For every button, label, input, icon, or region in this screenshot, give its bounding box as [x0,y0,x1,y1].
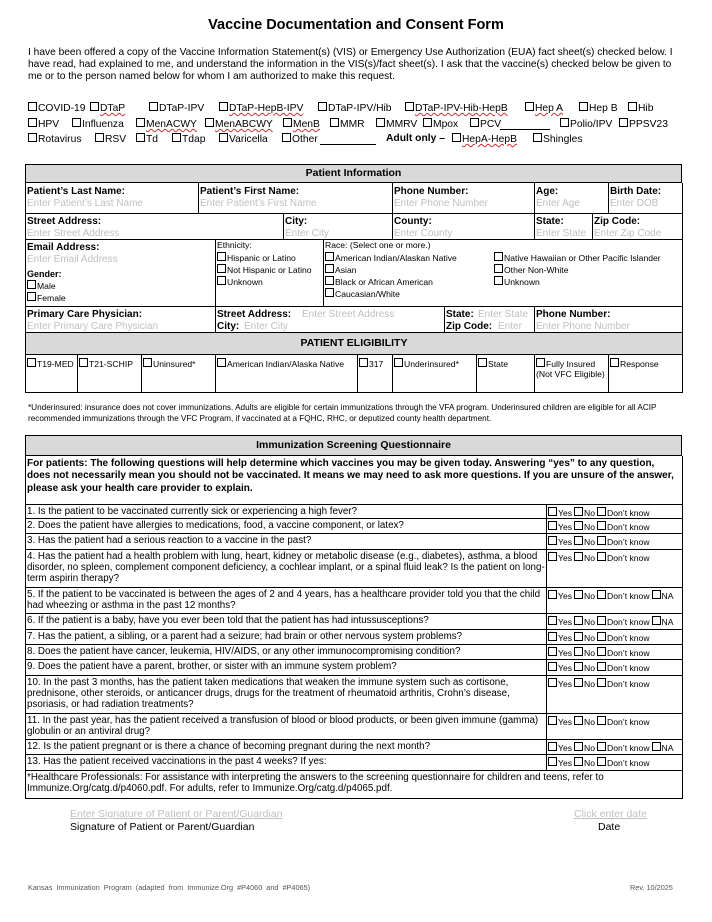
zip-cell [593,214,682,240]
street-cell [26,214,284,240]
physician-cell [26,307,216,333]
vaccine-checkbox[interactable]: Influenza [72,118,124,130]
ethnicity-label: Ethnicity: [217,240,252,250]
age-input[interactable]: Enter Age [536,198,580,209]
dob-label: Birth Date: [610,186,662,197]
race-option[interactable]: Native Hawaiian or Other Pacific Islander [494,252,661,265]
intro-paragraph: I have been offered a copy of the Vaccine Information Statement(s) (VIS) or Emergency Use Authorization (EUA) fact sheet(s) checked below. I have read, had explained to me, and understand the information in the VIS(s)/fact sheet(s). I ask that the vaccine(s) checked below be given to me or to the person named below for whom I am authorized to make this request. [28,47,673,83]
question-row [26,519,682,534]
answer-yes-checkbox[interactable]: Yes [548,717,572,727]
answer-dk-checkbox[interactable]: Don’t know [597,591,650,601]
zip-label: Zip Code: [594,216,641,227]
question-row [26,714,682,740]
answer-no-checkbox[interactable]: No [574,743,595,753]
pcp-street-label: Street Address: [217,309,292,320]
eligibility-option[interactable]: 317 [358,355,393,392]
vaccine-checkbox[interactable]: MMRV [376,118,417,130]
vaccine-checkbox[interactable]: MMR [330,118,365,130]
answer-options [546,676,682,714]
race-option[interactable]: Asian [325,264,357,277]
answer-no-checkbox[interactable]: No [574,633,595,643]
pcp-phone-label: Phone Number: [536,309,611,320]
vaccine-pcv-line [500,118,550,130]
adult-only-label: Adult only – [386,133,445,144]
pcp-state-label: State: [446,309,474,320]
answer-options [546,550,682,588]
answer-no-checkbox[interactable]: No [574,591,595,601]
state-label: State: [536,216,564,227]
answer-dk-checkbox[interactable]: Don’t know [597,743,650,753]
eligibility-option[interactable]: State [477,355,535,392]
eligibility-header: PATIENT ELIGIBILITY [26,333,682,355]
questionnaire-header: Immunization Screening Questionnaire [25,435,682,456]
answer-na-checkbox[interactable]: NA [652,591,674,601]
vaccine-checkbox[interactable]: DTaP-IPV/Hib [318,102,392,114]
vaccine-checkbox[interactable]: MenABCWY [205,118,273,130]
email-label: Email Address: [27,242,100,253]
vaccine-other-line [320,133,376,145]
question-row [26,534,682,550]
eligibility-option[interactable]: Underinsured* [393,355,477,392]
question-text: 11. In the past year, has the patient received a transfusion of blood or blood products, or been given immune (gamma) globulin or an antiviral drug? [27,715,539,738]
question-row [26,676,682,714]
answer-yes-checkbox[interactable]: Yes [548,743,572,753]
street-input[interactable]: Enter Street Address [27,228,120,239]
age-cell [535,183,609,214]
answer-dk-checkbox[interactable]: Don’t know [597,553,650,563]
answer-dk-checkbox[interactable]: Don’t know [597,508,650,518]
answer-options [546,660,682,676]
vaccine-checkbox[interactable]: Polio/IPV [560,118,612,130]
vaccine-checkbox[interactable]: HPV [28,118,59,130]
vaccine-checkbox[interactable]: COVID-19 [28,102,86,114]
pcp-zip-label: Zip Code: [446,321,493,332]
first-name-label: Patient’s First Name: [200,186,300,197]
ethnicity-option[interactable]: Unknown [217,276,263,289]
answer-options [546,588,682,614]
last-name-cell [26,183,199,214]
eligibility-option[interactable]: Response [609,355,682,392]
question-text: 3. Has the patient had a serious reaction to a vaccine in the past? [27,535,312,546]
answer-options [546,519,682,534]
state-input[interactable]: Enter State [536,228,587,239]
race-cell [324,240,682,307]
city-label: City: [285,216,308,227]
question-row [26,630,682,645]
question-text: 10. In the past 3 months, has the patient taken medications that weaken the immune system such as cortisone, prednisone, other steroids, or anticancer drugs, drugs for the treatment of rheumatoid arthritis, Crohn’s disease, psoriasis, or had radiation treatments? [27,677,510,711]
street-label: Street Address: [27,216,102,227]
answer-yes-checkbox[interactable]: Yes [548,633,572,643]
vaccine-checkbox[interactable]: DTaP [90,102,125,114]
first-name-cell [199,183,393,214]
answer-no-checkbox[interactable]: No [574,758,595,768]
question-row [26,755,682,771]
pcp-state-input[interactable]: Enter State [478,309,529,320]
answer-no-checkbox[interactable]: No [574,522,595,532]
pcp-street-input[interactable]: Enter Street Address [302,309,395,320]
physician-input[interactable]: Enter Primary Care Physician [27,321,159,332]
state-cell [535,214,593,240]
answer-no-checkbox[interactable]: No [574,679,595,689]
page-title: Vaccine Documentation and Consent Form [208,17,504,33]
question-row [26,740,682,755]
vaccine-checkbox[interactable]: DTaP-IPV-Hib-HepB [405,102,508,114]
pcp-address-cell [216,307,445,333]
last-name-input[interactable]: Enter Patient’s Last Name [27,198,143,209]
pcp-zip-input[interactable]: Enter [498,321,522,332]
footer-revision: Rev. 10/2025 [630,883,673,892]
patient-info-header: Patient Information [25,164,682,183]
signature-input[interactable]: Enter Signature of Patient or Parent/Guardian [70,808,283,820]
dob-input[interactable]: Enter DOB [610,198,659,209]
ethnicity-option[interactable]: Not Hispanic or Latino [217,264,312,277]
vaccine-checkbox[interactable]: Mpox [423,118,458,130]
answer-yes-checkbox[interactable]: Yes [548,553,572,563]
vaccine-checkbox[interactable]: Td [136,133,158,145]
age-label: Age: [536,186,559,197]
answer-options [546,755,682,771]
email-gender-cell [26,240,216,307]
question-row [26,550,682,588]
phone-input[interactable]: Enter Phone Number [394,198,488,209]
pcp-phone-cell [535,307,682,333]
phone-label: Phone Number: [394,186,469,197]
physician-label: Primary Care Physician: [27,309,143,320]
answer-dk-checkbox[interactable]: Don’t know [597,663,650,673]
answer-dk-checkbox[interactable]: Don’t know [597,717,650,727]
answer-no-checkbox[interactable]: No [574,617,595,627]
first-name-input[interactable]: Enter Patient’s First Name [200,198,317,209]
question-text: 9. Does the patient have a parent, brother, or sister with an immune system problem? [27,661,397,672]
phone-cell [393,183,535,214]
vaccine-checkbox[interactable]: Hep A [525,102,563,114]
eligibility-option[interactable]: T19-MED [26,355,78,392]
eligibility-option[interactable]: Fully Insured (Not VFC Eligible) [535,355,609,392]
professionals-note: *Healthcare Professionals: For assistance with interpreting the answers to the screening questionnaire for children and teens, refer to Immunize.Org/catg.d/p4060.pdf. For adults, refer to Immunize.Org/catg.d/p4065.pdf. [27,772,604,795]
gender-label: Gender: [27,269,62,279]
answer-yes-checkbox[interactable]: Yes [548,591,572,601]
answer-na-checkbox[interactable]: NA [652,743,674,753]
date-input[interactable]: Click enter date [574,808,647,820]
vaccine-checkbox[interactable]: DTaP-HepB-IPV [219,102,303,114]
question-text: 8. Does the patient have cancer, leukemia, HIV/AIDS, or any other immunocompromising condition? [27,646,461,657]
answer-dk-checkbox[interactable]: Don’t know [597,679,650,689]
vaccine-checkbox[interactable]: Varicella [219,133,268,145]
race-option[interactable]: American Indian/Alaskan Native [325,252,457,265]
answer-dk-checkbox[interactable]: Don’t know [597,617,650,627]
answer-no-checkbox[interactable]: No [574,553,595,563]
answer-no-checkbox[interactable]: No [574,508,595,518]
race-option[interactable]: Black or African American [325,276,433,289]
question-row [26,660,682,676]
answer-no-checkbox[interactable]: No [574,648,595,658]
footer-source: Kansas Immunization Program (adapted from Immunize.Org #P4060 and #P4065) [28,883,311,892]
ethnicity-cell [216,240,324,307]
answer-options [546,505,682,519]
race-label: Race: (Select one or more.) [325,240,431,250]
email-input[interactable]: Enter Email Address [27,254,118,265]
county-input[interactable]: Enter County [394,228,453,239]
county-label: County: [394,216,432,227]
question-text: 13. Has the patient received vaccinations in the past 4 weeks? If yes: [27,756,327,767]
answer-options [546,614,682,630]
pcp-city-label: City: [217,321,240,332]
vaccine-checkbox[interactable]: HepA-HepB [452,133,517,145]
question-row [26,645,682,660]
vaccine-checkbox[interactable]: Other [282,133,318,145]
city-cell [284,214,393,240]
answer-yes-checkbox[interactable]: Yes [548,758,572,768]
answer-yes-checkbox[interactable]: Yes [548,679,572,689]
gender-option-female[interactable]: Female [27,292,66,305]
patient-info-table [25,183,683,393]
ethnicity-option[interactable]: Hispanic or Latino [217,252,296,265]
vaccine-checkbox[interactable]: Hep B [579,102,618,114]
dob-cell [609,183,682,214]
answer-dk-checkbox[interactable]: Don’t know [597,758,650,768]
question-text: 7. Has the patient, a sibling, or a parent had a seizure; had brain or other nervous system problems? [27,631,463,642]
vaccine-checkbox[interactable]: Tdap [172,133,205,145]
vaccine-checkbox[interactable]: MenACWY [136,118,197,130]
answer-options [546,740,682,755]
answer-yes-checkbox[interactable]: Yes [548,648,572,658]
county-cell [393,214,535,240]
pcp-phone-input[interactable]: Enter Phone Number [536,321,630,332]
question-text: 1. Is the patient to be vaccinated currently sick or experiencing a high fever? [27,506,358,517]
vaccine-checkbox[interactable]: MenB [283,118,320,130]
question-row [26,505,682,519]
eligibility-option[interactable]: American Indian/Alaska Native [216,355,358,392]
eligibility-option[interactable]: T21-SCHIP [78,355,142,392]
answer-yes-checkbox[interactable]: Yes [548,617,572,627]
vaccine-checkbox[interactable]: Rotavirus [28,133,82,145]
answer-dk-checkbox[interactable]: Don’t know [597,522,650,532]
vaccine-checkbox[interactable]: Hib [628,102,653,114]
question-text: 4. Has the patient had a health problem with lung, heart, kidney or metabolic disease (e.g., diabetes), asthma, a blood disorder, no spleen, complement component deficiency, a cochlear implant, or a spinal fluid leak? Is the patient on long-term aspirin therapy? [27,551,545,585]
questionnaire-instructions: For patients: The following questions will help determine which vaccines you may be given today. Answering “yes” to any question, does not necessarily mean you should not be vaccinated. It means we may need to ask more questions. If you are unsure of the answer, please ask your health care provider to explain. [27,458,674,494]
answer-dk-checkbox[interactable]: Don’t know [597,633,650,643]
answer-dk-checkbox[interactable]: Don’t know [597,537,650,547]
pcp-state-cell [445,307,535,333]
answer-no-checkbox[interactable]: No [574,663,595,673]
answer-options [546,645,682,660]
questionnaire-table [25,456,683,799]
question-row [26,588,682,614]
vaccine-checkbox[interactable]: Shingles [533,133,583,145]
vaccine-checkbox[interactable]: PPSV23 [619,118,668,130]
vaccine-checkbox[interactable]: PCV [470,118,501,130]
signature-label: Signature of Patient or Parent/Guardian [70,821,255,833]
question-text: 6. If the patient is a baby, have you ever been told that the patient has had intussusceptions? [27,615,429,626]
vaccine-checkbox[interactable]: RSV [95,133,126,145]
question-row [26,614,682,630]
race-option[interactable]: Other Non-White [494,264,568,277]
last-name-label: Patient’s Last Name: [27,186,125,197]
eligibility-option[interactable]: Uninsured* [142,355,216,392]
question-text: 2. Does the patient have allergies to medications, food, a vaccine component, or latex? [27,520,404,531]
answer-yes-checkbox[interactable]: Yes [548,508,572,518]
race-option[interactable]: Caucasian/White [325,288,400,301]
answer-no-checkbox[interactable]: No [574,537,595,547]
pcp-city-input[interactable]: Enter City [244,321,288,332]
vaccine-checkbox[interactable]: DTaP-IPV [149,102,204,114]
answer-options [546,534,682,550]
zip-input[interactable]: Enter Zip Code [594,228,662,239]
answer-yes-checkbox[interactable]: Yes [548,537,572,547]
answer-na-checkbox[interactable]: NA [652,617,674,627]
answer-yes-checkbox[interactable]: Yes [548,663,572,673]
answer-dk-checkbox[interactable]: Don’t know [597,648,650,658]
answer-no-checkbox[interactable]: No [574,717,595,727]
city-input[interactable]: Enter City [285,228,329,239]
question-text: 5. If the patient to be vaccinated is between the ages of 2 and 4 years, has a healthcare provider told you that the child had wheezing or asthma in the past 12 months? [27,589,541,612]
race-option[interactable]: Unknown [494,276,540,289]
answer-yes-checkbox[interactable]: Yes [548,522,572,532]
answer-options [546,714,682,740]
answer-options [546,630,682,645]
gender-option-male[interactable]: Male [27,280,56,293]
question-text: 12. Is the patient pregnant or is there a chance of becoming pregnant during the next month? [27,741,431,752]
date-label: Date [598,821,621,833]
underinsured-note: *Underinsured: insurance does not cover immunizations. Adults are eligible for certain immunizations through the VFA program. Underinsured children are eligible for all ACIP recommended immunizations through the VFC Program, if vaccinated at a FQHC, RHC, or deputized county health department. [28,403,657,423]
